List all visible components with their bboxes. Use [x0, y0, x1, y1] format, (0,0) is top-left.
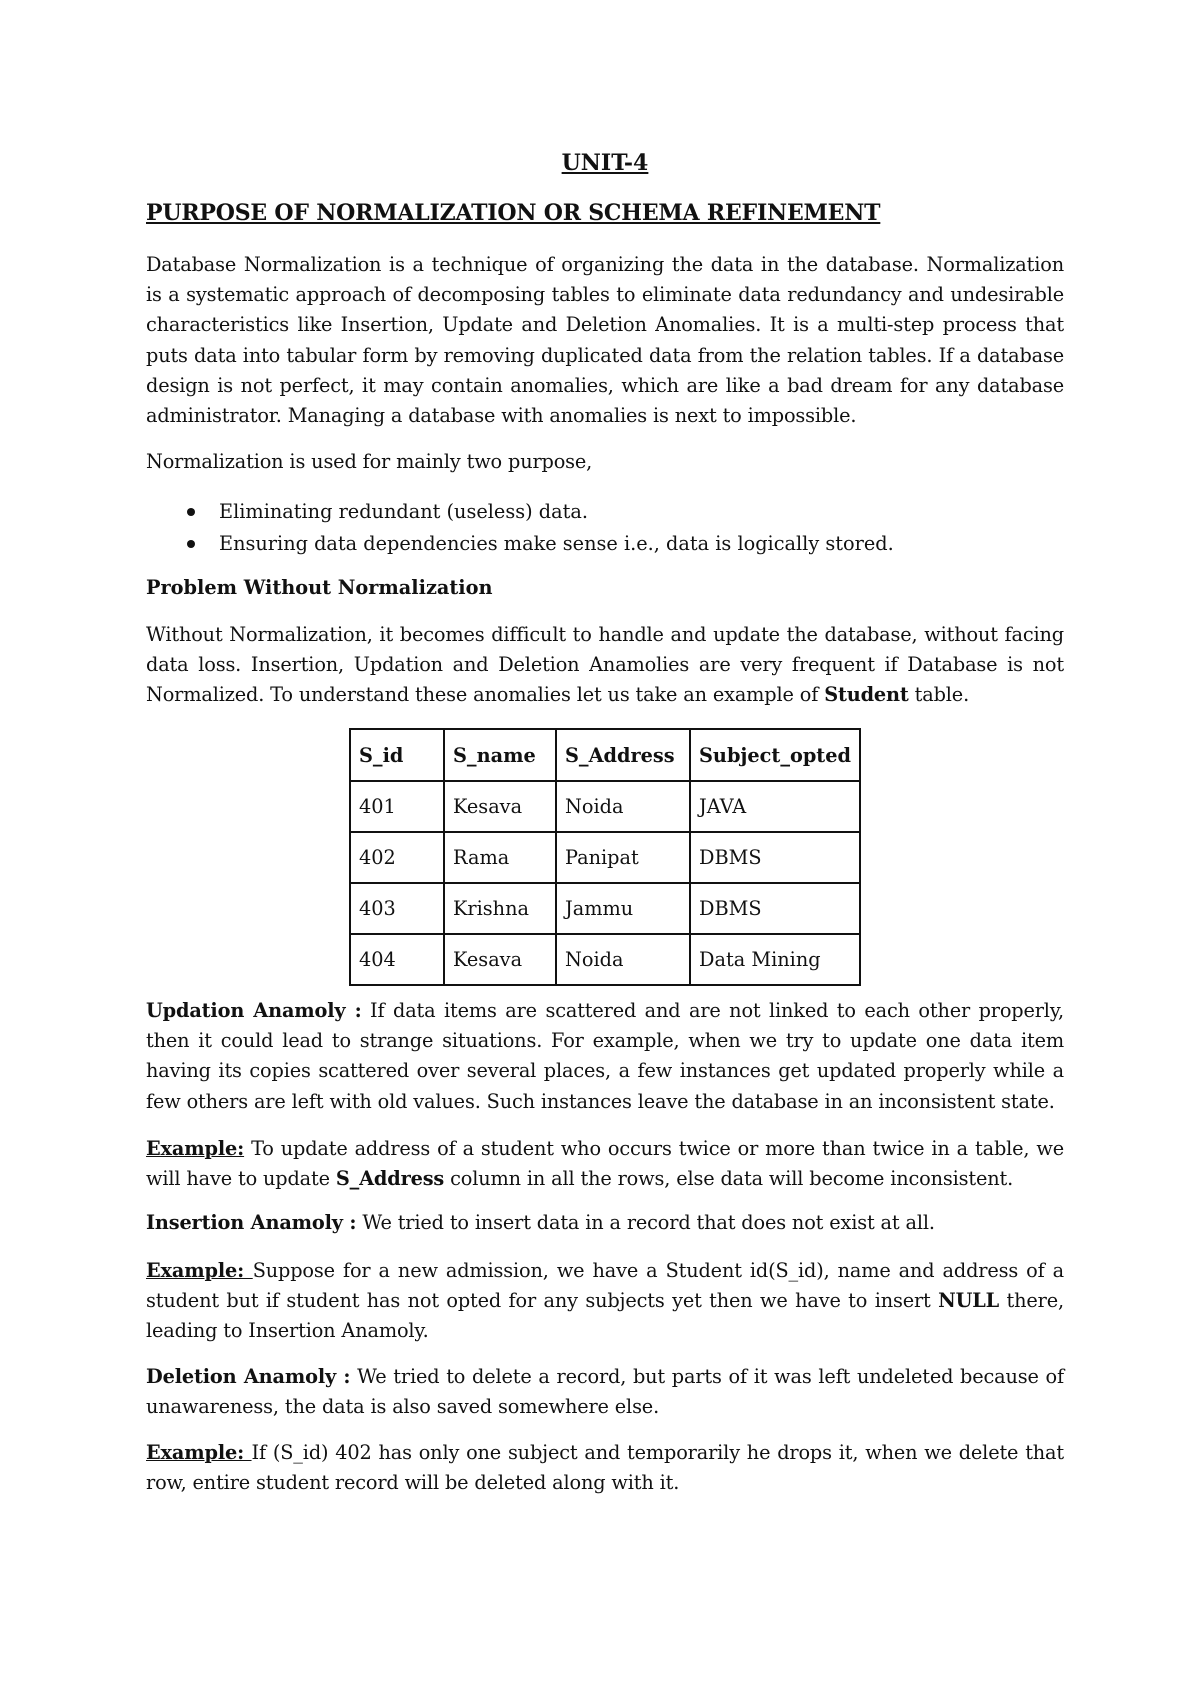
example-1-paragraph: Example: To update address of a student who occurs twice or more than twice in a table, we will have to update S_Address column in all the rows, else data will become inconsistent.	[146, 1137, 1064, 1191]
table-row	[350, 883, 860, 934]
purpose-list	[146, 496, 1064, 560]
table-cell: JAVA	[690, 781, 860, 832]
example-3-paragraph: Example: If (S_id) 402 has only one subject and temporarily he drops it, when we delete that row, entire student record will be deleted along with it.	[146, 1441, 1065, 1495]
bullet-icon	[187, 540, 195, 548]
table-cell: DBMS	[690, 832, 860, 883]
student-table	[349, 728, 861, 986]
table-cell: Krishna	[444, 883, 556, 934]
table-cell: Kesava	[444, 781, 556, 832]
table-cell: 403	[350, 883, 444, 934]
problem-paragraph: Without Normalization, it becomes difficult to handle and update the database, without facing data loss. Insertion, Updation and Deletion Anamolies are very frequent if Database is not Normalized. To understand these anomalies let us take an example of Student table.	[146, 623, 1064, 707]
table-cell: Noida	[556, 934, 690, 985]
table-row	[350, 781, 860, 832]
example-2-paragraph: Example: Suppose for a new admission, we have a Student id(S_id), name and address of a student but if student has not opted for any subjects yet then we have to insert NULL there, leading to Insertion Anamoly.	[146, 1259, 1064, 1343]
table-cell: 404	[350, 934, 444, 985]
deletion-paragraph: Deletion Anamoly : We tried to delete a record, but parts of it was left undeleted because of unawareness, the data is also saved somewhere else.	[146, 1365, 1064, 1419]
table-cell: Kesava	[444, 934, 556, 985]
list-item: Ensuring data dependencies make sense i.e., data is logically stored.	[146, 528, 1064, 560]
list-item: Eliminating redundant (useless) data.	[146, 496, 1064, 528]
table-cell: Rama	[444, 832, 556, 883]
table-cell: Noida	[556, 781, 690, 832]
bullet-icon	[187, 508, 195, 516]
problem-heading: Problem Without Normalization	[146, 576, 493, 599]
insertion-paragraph: Insertion Anamoly : We tried to insert data in a record that does not exist at all.	[146, 1211, 935, 1234]
section-title: PURPOSE OF NORMALIZATION OR SCHEMA REFINEMENT	[146, 200, 881, 226]
unit-heading: UNIT-4	[561, 150, 649, 176]
table-cell: 402	[350, 832, 444, 883]
column-header: S_Address	[556, 729, 690, 781]
purpose-intro: Normalization is used for mainly two purpose,	[146, 450, 593, 473]
table-cell: Jammu	[556, 883, 690, 934]
table-cell: Panipat	[556, 832, 690, 883]
updation-paragraph: Updation Anamoly : If data items are scattered and are not linked to each other properly, then it could lead to strange situations. For example, when we try to update one data item having its copies scattered over several places, a few instances get updated properly while a few others are left with old values. Such instances leave the database in an inconsistent state.	[146, 999, 1064, 1113]
intro-paragraph: Database Normalization is a technique of organizing the data in the database. Normalization is a systematic approach of decomposing tables to eliminate data redundancy and undesirable characteristics like Insertion, Update and Deletion Anomalies. It is a multi-step process that puts data into tabular form by removing duplicated data from the relation tables. If a database design is not perfect, it may contain anomalies, which are like a bad dream for any database administrator. Managing a database with anomalies is next to impossible.	[146, 253, 1064, 428]
table-row	[350, 934, 860, 985]
table-cell: Data Mining	[690, 934, 860, 985]
column-header: Subject_opted	[690, 729, 860, 781]
column-header: S_name	[444, 729, 556, 781]
table-cell: 401	[350, 781, 444, 832]
column-header: S_id	[350, 729, 444, 781]
table-row	[350, 832, 860, 883]
table-header-row	[350, 729, 860, 781]
table-cell: DBMS	[690, 883, 860, 934]
